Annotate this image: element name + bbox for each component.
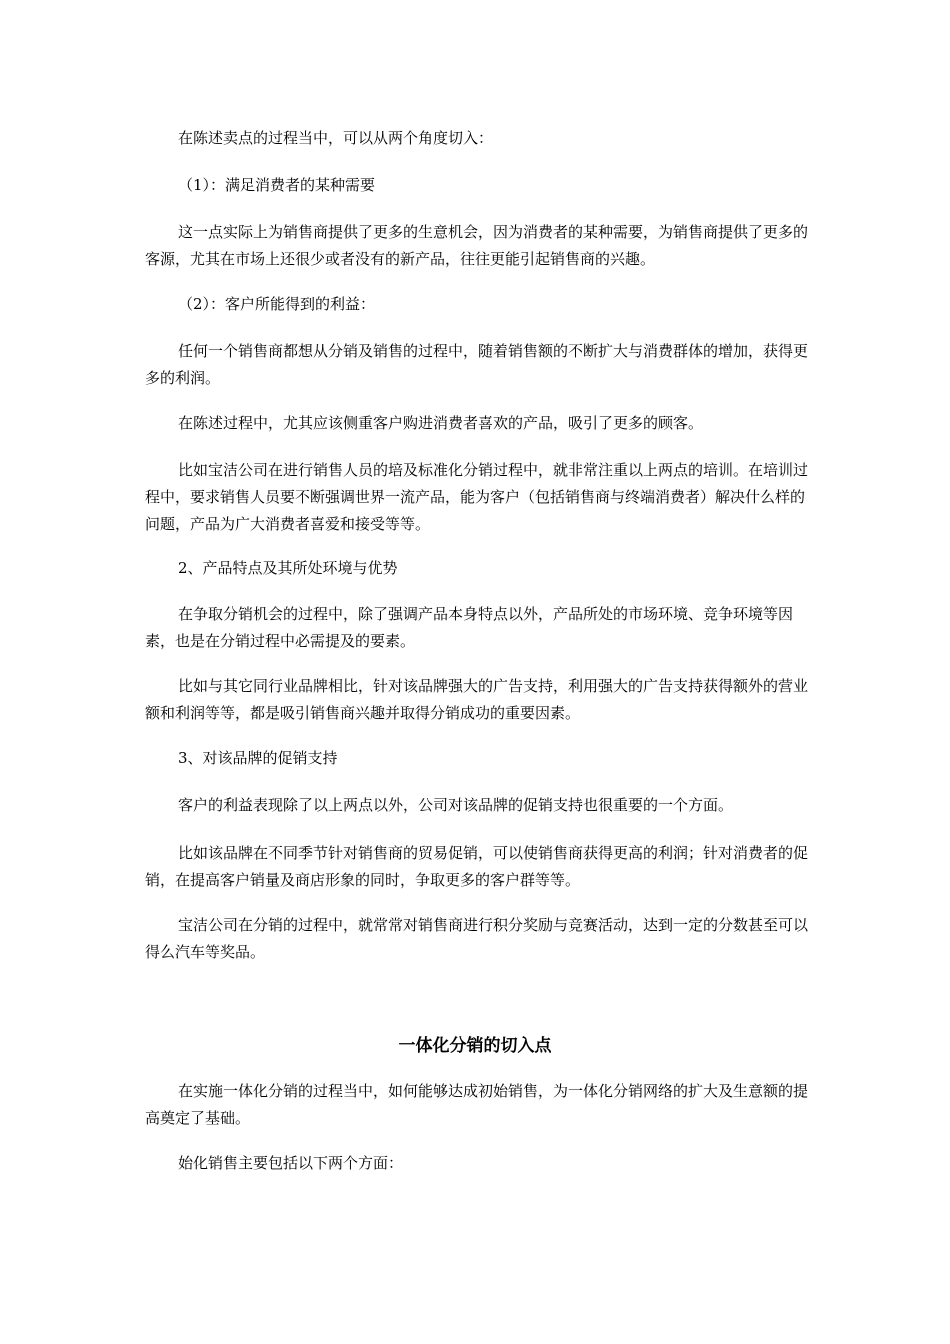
paragraph-need: 这一点实际上为销售商提供了更多的生意机会，因为消费者的某种需要，为销售商提供了更多的客源，尤其在市场上还很少或者没有的新产品，往往更能引起销售商的兴趣。 bbox=[145, 223, 809, 268]
section-2-heading: 2、产品特点及其所处环境与优势 bbox=[178, 559, 398, 577]
section-title: 一体化分销的切入点 bbox=[398, 1036, 552, 1056]
paragraph-seasonal: 比如该品牌在不同季节针对销售商的贸易促销，可以使销售商获得更高的利润；针对消费者的促销，在提高客户销量及商店形象的同时，争取更多的客户群等等。 bbox=[145, 844, 809, 889]
paragraph-emphasis: 在陈述过程中，尤其应该侧重客户购进消费者喜欢的产品，吸引了更多的顾客。 bbox=[178, 414, 704, 432]
paragraph-profit: 任何一个销售商都想从分销及销售的过程中，随着销售额的不断扩大与消费群体的增加，获得更多的利润。 bbox=[145, 342, 809, 387]
list-item-1-heading: （1）：满足消费者的某种需要 bbox=[178, 176, 376, 194]
paragraph-pg-training: 比如宝洁公司在进行销售人员的培及标准化分销过程中，就非常注重以上两点的培训。在培训过程中，要求销售人员要不断强调世界一流产品，能为客户（包括销售商与终端消费者）解决什么样的问题，产品为广大消费者喜爱和接受等等。 bbox=[145, 461, 809, 533]
paragraph-environment: 在争取分销机会的过程中，除了强调产品本身特点以外，产品所处的市场环境、竞争环境等因素，也是在分销过程中必需提及的要素。 bbox=[145, 605, 794, 650]
section-3-heading: 3、对该品牌的促销支持 bbox=[178, 749, 338, 767]
paragraph-rewards: 宝洁公司在分销的过程中，就常常对销售商进行积分奖励与竞赛活动，达到一定的分数甚至可以得么汽车等奖品。 bbox=[145, 916, 809, 961]
paragraph-promotion: 客户的利益表现除了以上两点以外，公司对该品牌的促销支持也很重要的一个方面。 bbox=[178, 796, 734, 814]
paragraph-intro: 在陈述卖点的过程当中，可以从两个角度切入： bbox=[178, 129, 494, 147]
paragraph-advertising: 比如与其它同行业品牌相比，针对该品牌强大的广告支持，利用强大的广告支持获得额外的营业额和利润等等，都是吸引销售商兴趣并取得分销成功的重要因素。 bbox=[145, 677, 809, 722]
paragraph-two-aspects: 始化销售主要包括以下两个方面： bbox=[178, 1154, 404, 1172]
paragraph-initial-sales: 在实施一体化分销的过程当中，如何能够达成初始销售，为一体化分销网络的扩大及生意额的提高奠定了基础。 bbox=[145, 1082, 809, 1127]
list-item-2-heading: （2）：客户所能得到的利益： bbox=[178, 295, 376, 313]
